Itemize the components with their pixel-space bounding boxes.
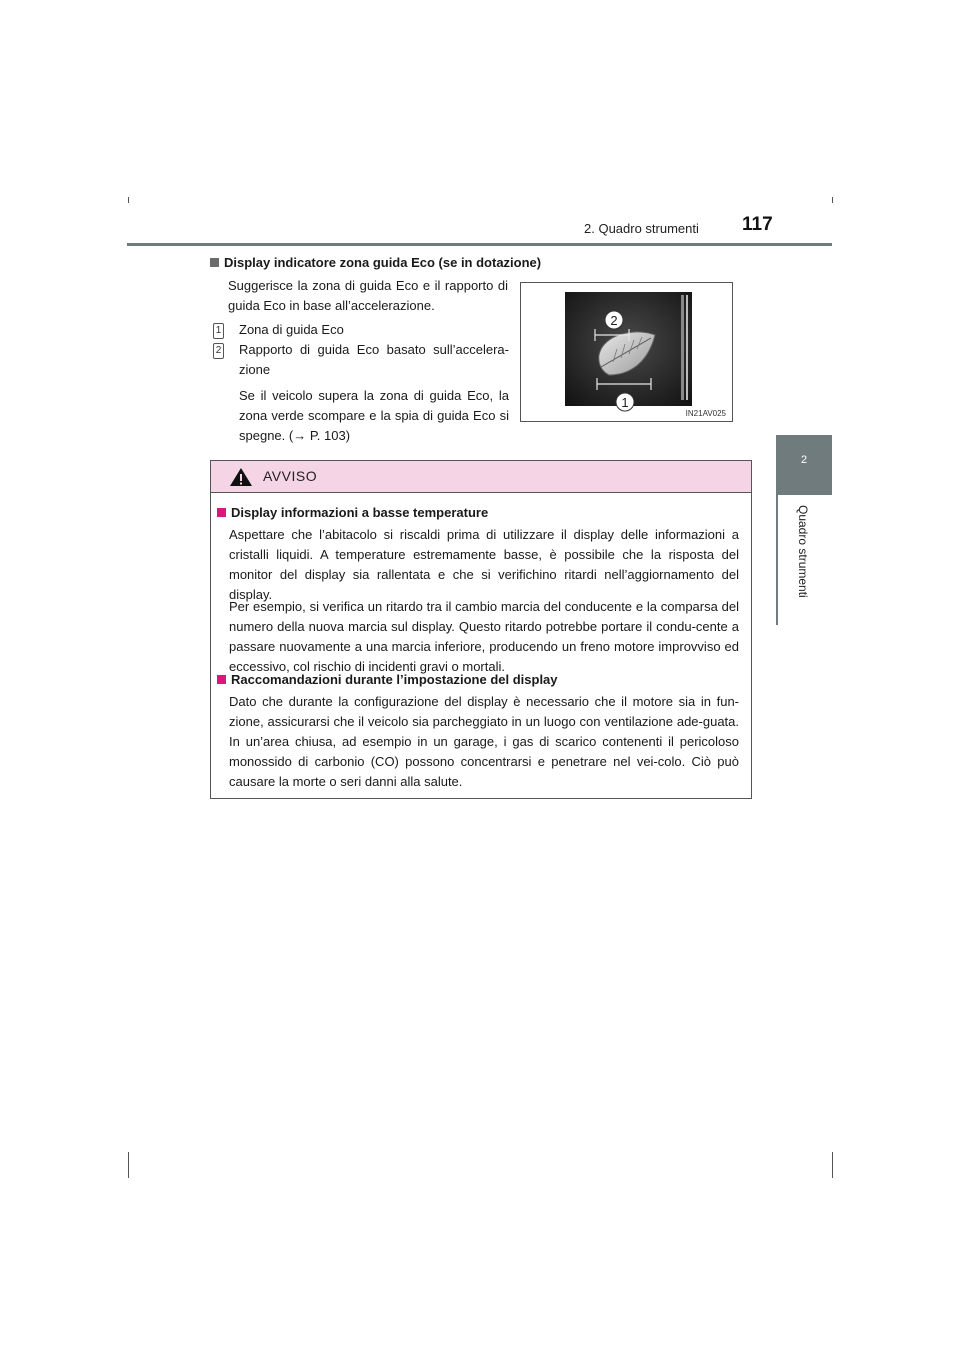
crop-mark: [128, 1152, 129, 1178]
warning-box: [210, 460, 752, 799]
figure-code: IN21AV025: [685, 409, 726, 418]
chapter-number: 2: [800, 454, 808, 466]
section-heading: [210, 255, 541, 270]
eco-display-illustration: [521, 283, 732, 421]
warning-subheading: [217, 672, 558, 687]
header-rule: [127, 243, 832, 246]
warning-triangle-icon: [229, 467, 253, 487]
section-heading-text: Display indicatore zona guida Eco (se in dotazione): [224, 255, 542, 270]
square-bullet-icon: [217, 508, 226, 517]
warning-subheading: [217, 505, 488, 520]
callout-1: 1: [621, 395, 629, 410]
warning-subheading-text: Display informazioni a basse temperature: [231, 505, 489, 520]
section-note: Se il veicolo supera la zona di guida Eco, la zona verde scompare e la spia di guida Eco si spegne. (→ P. 103): [239, 388, 509, 443]
chapter-tab: [776, 435, 832, 495]
chapter-label: Quadro strumenti: [796, 505, 810, 598]
section-intro: Suggerisce la zona di guida Eco e il rapporto di guida Eco in base all’accelerazione.: [228, 278, 508, 313]
item-text: Zona di guida Eco: [239, 322, 344, 337]
crop-mark: [832, 1152, 833, 1178]
warning-paragraph: Per esempio, si verifica un ritardo tra il cambio marcia del conducente e la comparsa del numero della nuova marcia sul display. Questo ritardo potrebbe portare il condu-cente a passare nuovamente a una marcia inferiore, producendo un freno motore improvviso ed eccessivo, col rischio di incidenti gravi o mortali.: [229, 599, 739, 674]
square-bullet-icon: [217, 675, 226, 684]
page-number: 117: [742, 214, 773, 235]
warning-paragraph: Aspettare che l’abitacolo si riscaldi prima di utilizzare il display delle informazioni a cristalli liquidi. A temperature estremamente basse, è possibile che la risposta del monitor del display sia rallentata e che si verifichino ritardi nell’aggiornamento del display.: [229, 527, 739, 602]
item-text: Rapporto di guida Eco basato sull’accelera-zione: [239, 342, 509, 377]
eco-zone-figure: [520, 282, 733, 422]
crop-mark: [128, 197, 129, 203]
header-section-title: 2. Quadro strumenti: [584, 221, 699, 236]
chapter-tab-line: [776, 495, 778, 625]
warning-title: AVVISO: [263, 468, 318, 484]
warning-paragraph: Dato che durante la configurazione del display è necessario che il motore sia in fun-zione, assicurarsi che il veicolo sia parcheggiato in un luogo con ventilazione ade-guata. In un’area chiusa, ad esempio in un garage, i gas di scarico contenenti il pericoloso monossido di carbonio (CO) possono concentrarsi e penetrare nel vei-colo. Ciò può causare la morte o seri danni alla salute.: [229, 694, 739, 789]
warning-header: [211, 461, 751, 493]
square-bullet-icon: [210, 258, 219, 267]
crop-mark: [832, 197, 833, 203]
item-number-badge: 2: [213, 343, 224, 359]
warning-subheading-text: Raccomandazioni durante l’impostazione del display: [231, 672, 558, 687]
callout-2: 2: [610, 313, 618, 328]
item-number-badge: 1: [213, 323, 224, 339]
